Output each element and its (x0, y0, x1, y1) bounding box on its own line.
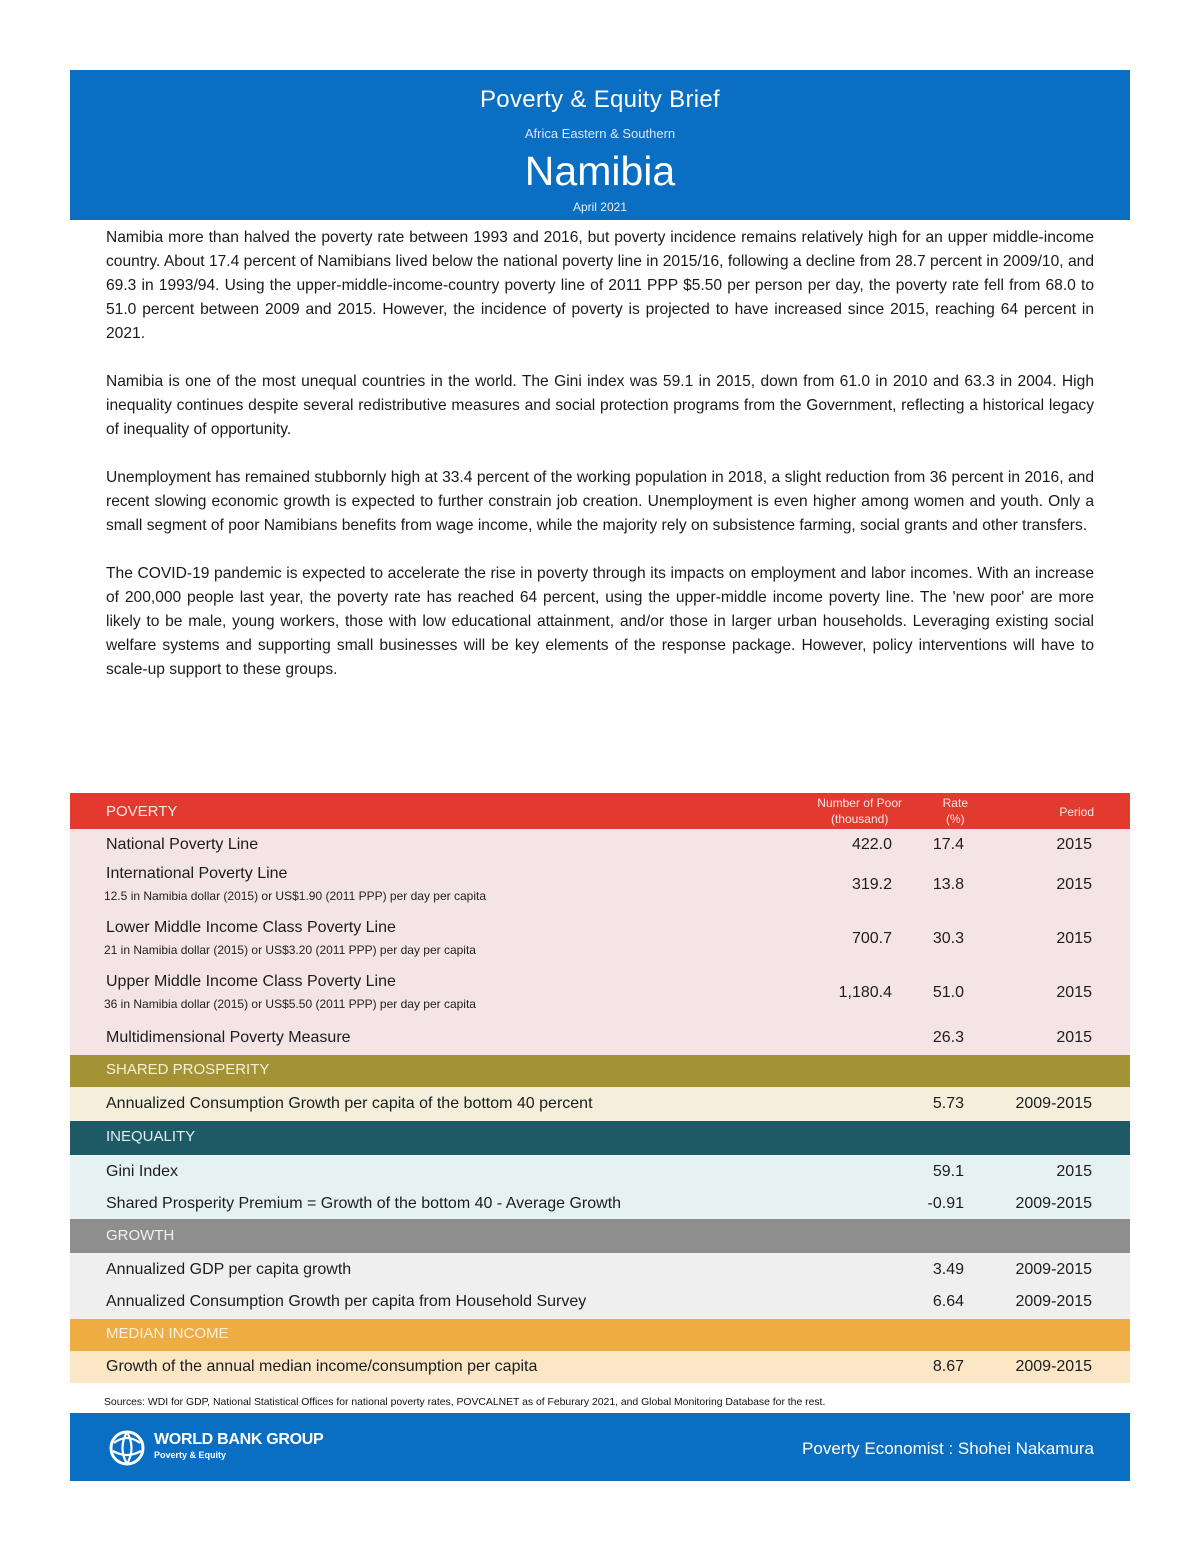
section-header-shared-prosperity (70, 1055, 1130, 1087)
table-row (70, 1023, 1130, 1055)
indicator-note: 36 in Namibia dollar (2015) or US$5.50 (2011 PPP) per day per capita (104, 997, 476, 1011)
period-value: 2015 (1056, 876, 1092, 893)
section-title: MEDIAN INCOME (106, 1325, 229, 1342)
indicator-label: Annualized Consumption Growth per capita from Household Survey (106, 1293, 587, 1310)
column-header-line: (thousand) (830, 812, 889, 826)
paragraph-unemployment: Unemployment has remained stubbornly high at 33.4 percent of the working population in 2018, a slight reduction from 36 percent in 2016, and recent slowing economic growth is expected to further constrain job creation. Unemployment is even higher among women and youth. Only a small segment of poor Namibians benefits from wage income, while the majority rely on subsistence farming, social grants and other transfers. (106, 469, 1094, 534)
section-header-inequality (70, 1121, 1130, 1155)
section-title: INEQUALITY (106, 1128, 196, 1145)
table-row (70, 1351, 1130, 1383)
rate-value: 17.4 (932, 836, 964, 853)
table-row (70, 1253, 1130, 1287)
indicator-note: 12.5 in Namibia dollar (2015) or US$1.90 (2011 PPP) per day per capita (104, 889, 486, 903)
indicator-label: Shared Prosperity Premium = Growth of the bottom 40 - Average Growth (106, 1195, 622, 1212)
column-header-rate (943, 795, 968, 827)
indicator-label: Upper Middle Income Class Poverty Line (106, 973, 396, 990)
period-value: 2009-2015 (1015, 1095, 1092, 1112)
section-header-poverty (70, 793, 1130, 829)
indicator-label: Multidimensional Poverty Measure (106, 1029, 351, 1046)
number-of-poor-value: 1,180.4 (838, 984, 892, 1001)
section-title: SHARED PROSPERITY (106, 1061, 270, 1078)
number-of-poor-value: 700.7 (851, 930, 892, 947)
indicator-label: Growth of the annual median income/consumption per capita (106, 1358, 538, 1375)
indicator-label: Gini Index (106, 1163, 179, 1180)
rate-value: -0.91 (927, 1195, 964, 1212)
period-value: 2009-2015 (1015, 1261, 1092, 1278)
rate-value: 59.1 (932, 1163, 964, 1180)
indicator-note: 21 in Namibia dollar (2015) or US$3.20 (2011 PPP) per day per capita (104, 943, 476, 957)
brief-header (70, 70, 1130, 220)
table-row (70, 969, 1130, 1023)
number-of-poor-value: 319.2 (851, 876, 892, 893)
section-title: POVERTY (106, 803, 178, 820)
section-title: GROWTH (106, 1227, 175, 1244)
rate-value: 13.8 (932, 876, 964, 893)
brief-body (106, 226, 1094, 706)
number-of-poor-value: 422.0 (851, 836, 892, 853)
section-header-median-income (70, 1319, 1130, 1351)
table-row (70, 829, 1130, 861)
logo-subtitle: Poverty & Equity (154, 1450, 227, 1460)
rate-value: 3.49 (932, 1261, 964, 1278)
period-value: 2015 (1056, 836, 1092, 853)
table-row (70, 1087, 1130, 1121)
rate-value: 6.64 (932, 1293, 964, 1310)
country-name: Namibia (524, 148, 676, 194)
column-header-number-of-poor (817, 795, 902, 827)
sources-note: Sources: WDI for GDP, National Statistical Offices for national poverty rates, POVCALNET as of Feburary 2021, and Global Monitoring Database for the rest. (104, 1397, 826, 1408)
table-row (70, 1155, 1130, 1189)
paragraph-poverty-trend: Namibia more than halved the poverty rate between 1993 and 2016, but poverty incidence remains relatively high for an upper middle-income country. About 17.4 percent of Namibians lived below the national poverty line in 2015/16, following a decline from 28.7 percent in 2009/10, and 69.3 in 1993/94. Using the upper-middle-income-country poverty line of 2011 PPP $5.50 per person per day, the poverty rate fell from 68.0 to 51.0 percent between 2009 and 2015. However, the incidence of poverty is projected to have increased since 2015, reaching 64 percent in 2021. (106, 229, 1094, 342)
world-bank-group-logo-text: WORLD BANK GROUP (154, 1431, 324, 1448)
rate-value: 5.73 (932, 1095, 964, 1112)
poverty-economist: Poverty Economist : Shohei Nakamura (802, 1439, 1094, 1458)
paragraph-inequality: Namibia is one of the most unequal countries in the world. The Gini index was 59.1 in 2015, down from 61.0 in 2010 and 63.3 in 2004. High inequality continues despite several redistributive measures and social protection programs from the Government, reflecting a historical legacy of inequality of opportunity. (106, 373, 1094, 438)
table-row (70, 861, 1130, 915)
period-value: 2015 (1056, 1029, 1092, 1046)
region-name: Africa Eastern & Southern (524, 126, 676, 141)
indicator-label: Annualized Consumption Growth per capita of the bottom 40 percent (106, 1095, 593, 1112)
table-row (70, 1189, 1130, 1219)
column-header-period: Period (1059, 805, 1094, 819)
publication-date: April 2021 (572, 200, 628, 214)
indicator-label: Annualized GDP per capita growth (106, 1261, 352, 1278)
period-value: 2009-2015 (1015, 1195, 1092, 1212)
period-value: 2015 (1056, 930, 1092, 947)
table-row (70, 915, 1130, 969)
indicator-label: International Poverty Line (106, 865, 288, 882)
rate-value: 8.67 (932, 1358, 964, 1375)
world-bank-globe-icon (108, 1429, 146, 1467)
column-header-line: Rate (942, 796, 968, 810)
period-value: 2015 (1056, 1163, 1092, 1180)
indicator-label: National Poverty Line (106, 836, 259, 853)
indicator-label: Lower Middle Income Class Poverty Line (106, 919, 396, 936)
brief-title: Poverty & Equity Brief (479, 86, 721, 113)
rate-value: 30.3 (932, 930, 964, 947)
rate-value: 26.3 (932, 1029, 964, 1046)
period-value: 2015 (1056, 984, 1092, 1001)
period-value: 2009-2015 (1015, 1293, 1092, 1310)
brief-footer (70, 1413, 1130, 1481)
column-header-line: (%) (945, 812, 965, 826)
section-header-growth (70, 1219, 1130, 1253)
column-header-line: Number of Poor (817, 796, 902, 810)
period-value: 2009-2015 (1015, 1358, 1092, 1375)
rate-value: 51.0 (932, 984, 964, 1001)
table-row (70, 1287, 1130, 1319)
paragraph-covid: The COVID-19 pandemic is expected to accelerate the rise in poverty through its impacts on employment and labor incomes. With an increase of 200,000 people last year, the poverty rate has reached 64 percent, using the upper-middle income poverty line. The 'new poor' are more likely to be male, young workers, those with low educational attainment, and/or those in larger urban households. Leveraging existing social welfare systems and supporting small businesses will be key elements of the response package. However, policy interventions will have to scale-up support to these groups. (106, 565, 1094, 678)
indicator-table (70, 793, 1130, 1383)
